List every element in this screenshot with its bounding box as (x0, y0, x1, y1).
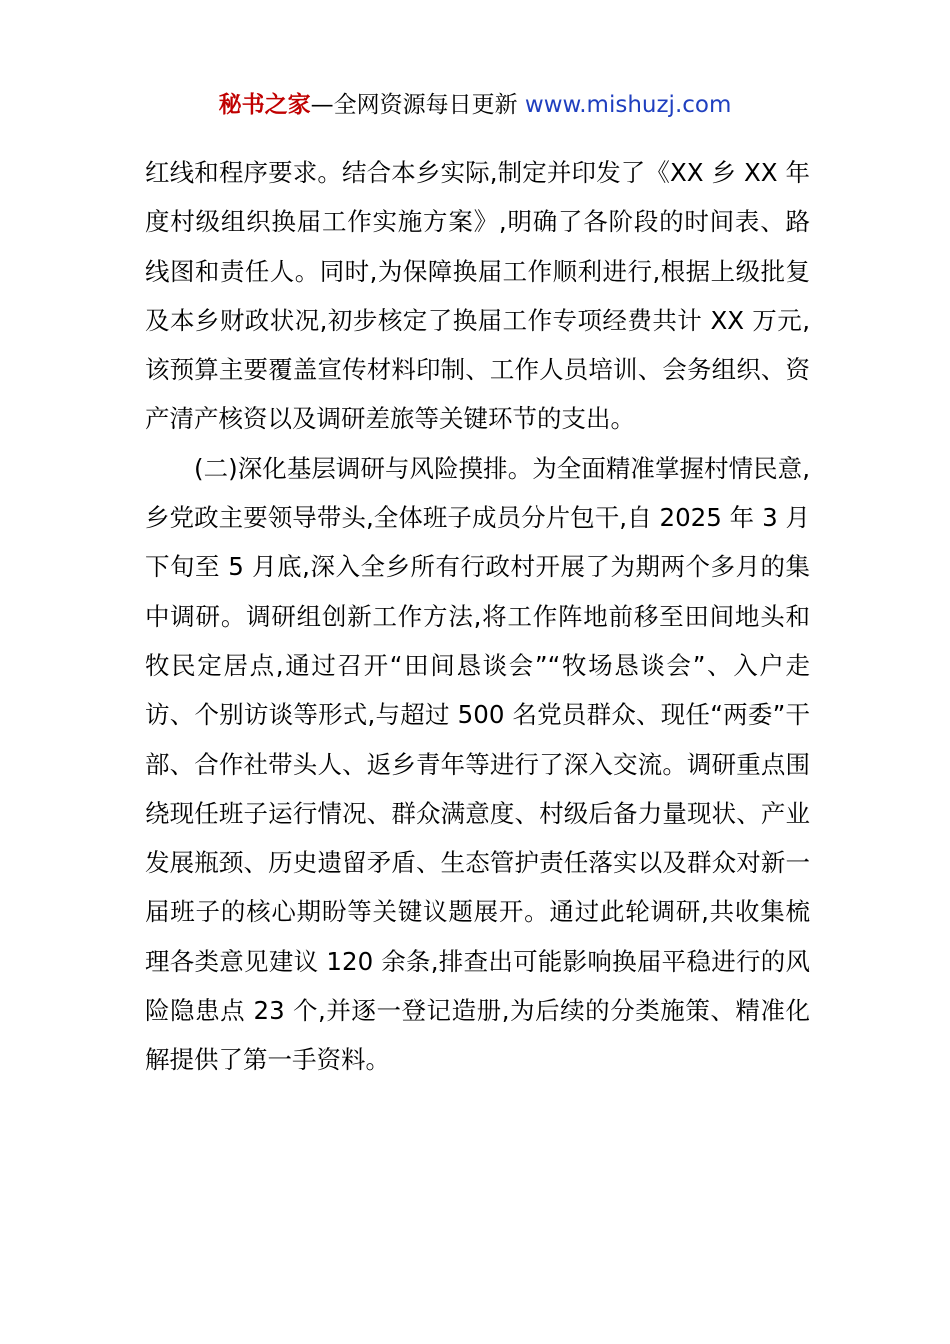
site-tagline: —全网资源每日更新 (310, 92, 518, 118)
paragraph-continuation: 红线和程序要求。结合本乡实际,制定并印发了《XX 乡 XX 年度村级组织换届工作实施方案》,明确了各阶段的时间表、路线图和责任人。同时,为保障换届工作顺利进行,根据上级批复及本乡财政状况,初步核定了换届工作专项经费共计 XX 万元,该预算主要覆盖宣传材料印制、工作人员培训、会务组织、资产清产核资以及调研差旅等关键环节的支出。 (145, 158, 810, 434)
site-header (0, 88, 950, 122)
paragraph-research-and-risk: (二)深化基层调研与风险摸排。为全面精准掌握村情民意,乡党政主要领导带头,全体班子成员分片包干,自 2025 年 3 月下旬至 5 月底,深入全乡所有行政村开展了为期两个多月的集中调研。调研组创新工作方法,将工作阵地前移至田间地头和牧民定居点,通过召开“田间恳谈会”“牧场恳谈会”、入户走访、个别访谈等形式,与超过 500 名党员群众、现任“两委”干部、合作社带头人、返乡青年等进行了深入交流。调研重点围绕现任班子运行情况、群众满意度、村级后备力量现状、产业发展瓶颈、历史遗留矛盾、生态管护责任落实以及群众对新一届班子的核心期盼等关键议题展开。通过此轮调研,共收集梳理各类意见建议 120 余条,排查出可能影响换届平稳进行的风险隐患点 23 个,并逐一登记造册,为后续的分类施策、精准化解提供了第一手资料。 (145, 453, 810, 1075)
site-brand: 秘书之家 (218, 92, 311, 118)
document-body (145, 148, 810, 1085)
site-url-link[interactable]: www.mishuzj.com (524, 92, 732, 118)
